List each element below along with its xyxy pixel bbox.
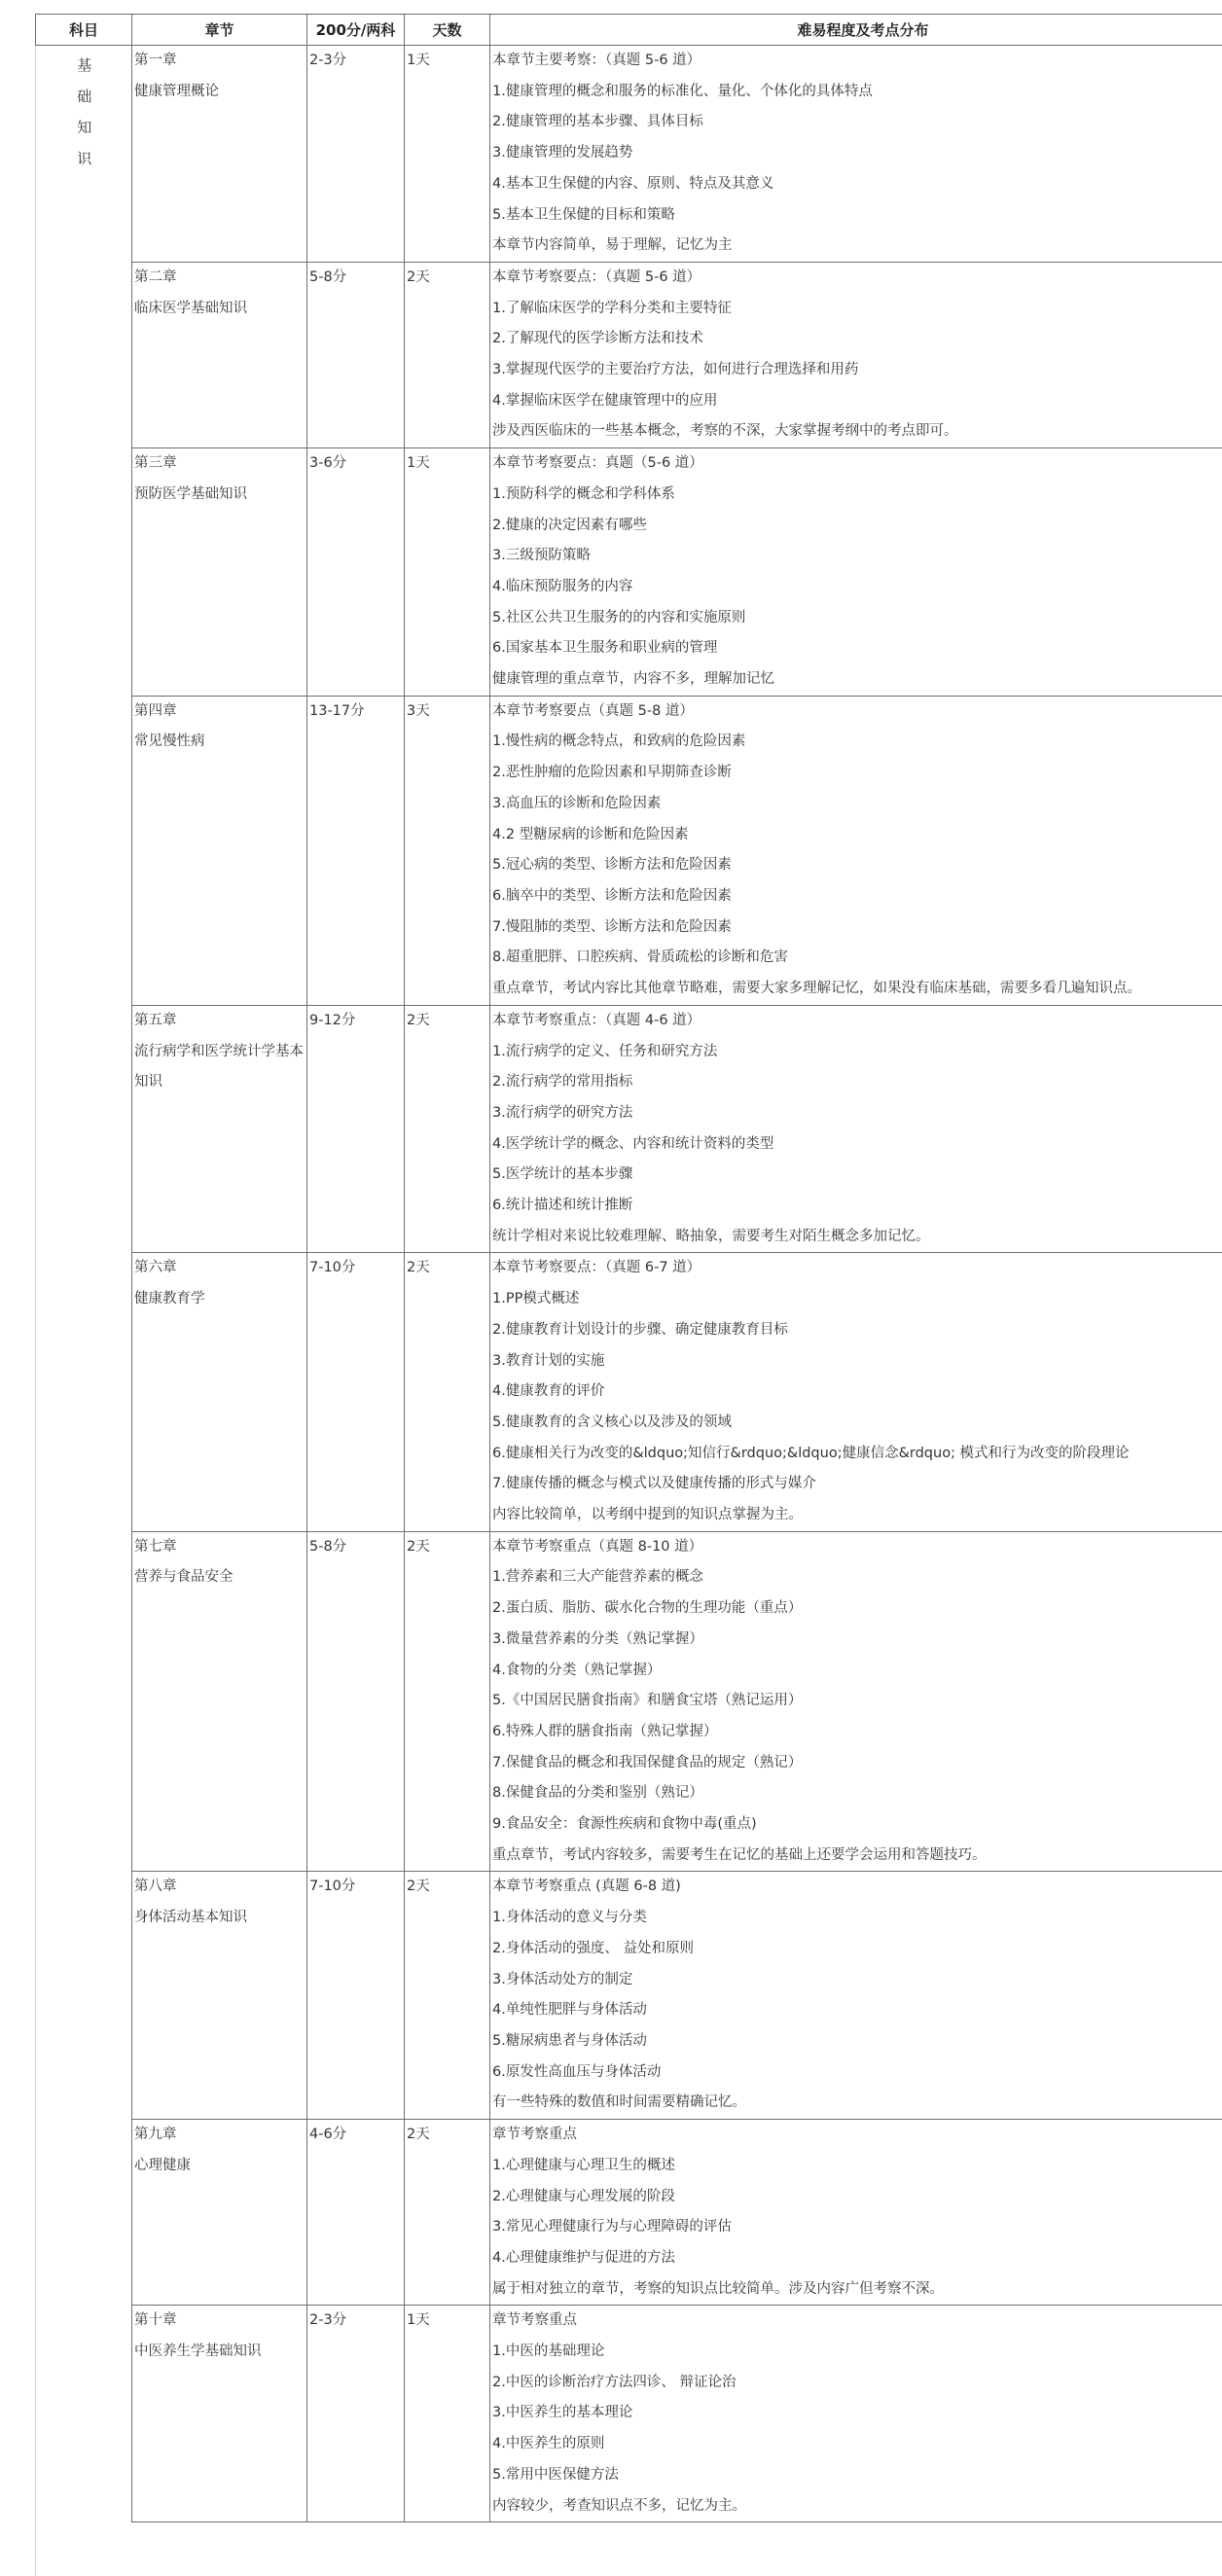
detail-line: 重点章节，考试内容比其他章节略难，需要大家多理解记忆，如果没有临床基础，需要多看几遍知识点。 [492, 981, 1141, 997]
detail-line: 1.心理健康与心理卫生的概述 [492, 2157, 675, 2173]
chapter-name: 营养与食品安全 [134, 1569, 234, 1586]
detail-line: 4.临床预防服务的内容 [492, 578, 633, 594]
detail-line: 重点章节，考试内容较多，需要考生在记忆的基础上还要学会运用和答题技巧。 [492, 1846, 987, 1863]
detail-line: 4.医学统计学的概念、内容和统计资料的类型 [492, 1135, 774, 1152]
chapter-number: 第六章 [134, 1260, 177, 1276]
detail-cell [490, 46, 1222, 263]
days-cell: 2天 [405, 1005, 490, 1253]
detail-cell [490, 2120, 1222, 2306]
detail-line: 本章节内容简单，易于理解，记忆为主 [492, 237, 733, 254]
score-cell: 5-8分 [307, 262, 405, 447]
detail-line: 5.《中国居民膳食指南》和膳食宝塔（熟记运用） [492, 1693, 803, 1709]
detail-line: 3.掌握现代医学的主要治疗方法，如何进行合理选择和用药 [492, 362, 859, 378]
detail-line: 4.2 型糖尿病的诊断和危险因素 [492, 826, 689, 842]
detail-line: 4.基本卫生保健的内容、原则、特点及其意义 [492, 175, 774, 192]
table-row [36, 448, 1222, 697]
detail-line: 3.流行病学的研究方法 [492, 1104, 633, 1121]
detail-line: 2.身体活动的强度、 益处和原则 [492, 1940, 694, 1956]
table-row [36, 1872, 1222, 2120]
days-cell: 1天 [405, 448, 490, 697]
header-score: 200分/两科 [307, 15, 405, 46]
header-days: 天数 [405, 15, 490, 46]
detail-line: 本章节考察重点 (真题 6-8 道) [492, 1878, 681, 1895]
detail-line: 9.食品安全：食源性疾病和食物中毒(重点) [492, 1816, 757, 1833]
detail-line: 3.身体活动处方的制定 [492, 1971, 633, 1987]
detail-line: 4.掌握临床医学在健康管理中的应用 [492, 392, 718, 409]
chapter-number: 第五章 [134, 1012, 177, 1028]
score-cell: 2-3分 [307, 2306, 405, 2522]
detail-line: 3.中医养生的基本理论 [492, 2405, 633, 2421]
detail-line: 本章节考察重点：（真题 4-6 道） [492, 1012, 701, 1028]
detail-line: 3.三级预防策略 [492, 548, 591, 564]
detail-cell [490, 1872, 1222, 2120]
detail-line: 4.单纯性肥胖与身体活动 [492, 2002, 647, 2019]
chapter-cell [132, 2120, 307, 2306]
chapter-cell [132, 262, 307, 447]
detail-line: 1.慢性病的概念特点，和致病的危险因素 [492, 733, 746, 750]
chapter-cell [132, 1005, 307, 1253]
detail-line: 7.保健食品的概念和我国保健食品的规定（熟记） [492, 1754, 803, 1771]
table-row [36, 2120, 1222, 2306]
detail-line: 4.心理健康维护与促进的方法 [492, 2249, 675, 2266]
detail-line: 1.预防科学的概念和学科体系 [492, 485, 675, 502]
detail-line: 5.糖尿病患者与身体活动 [492, 2033, 647, 2049]
detail-line: 本章节考察要点：真题（5-6 道） [492, 455, 703, 472]
score-cell: 7-10分 [307, 1253, 405, 1531]
table-row [36, 1531, 1222, 1872]
detail-line: 6.特殊人群的膳食指南（熟记掌握） [492, 1723, 718, 1739]
detail-line: 4.中医养生的原则 [492, 2436, 605, 2452]
chapter-number: 第四章 [134, 702, 177, 719]
detail-cell [490, 448, 1222, 697]
detail-line: 6.原发性高血压与身体活动 [492, 2063, 662, 2080]
chapter-cell [132, 1531, 307, 1872]
chapter-cell [132, 696, 307, 1005]
score-cell: 9-12分 [307, 1005, 405, 1253]
detail-line: 6.脑卒中的类型、诊断方法和危险因素 [492, 887, 732, 904]
detail-cell [490, 696, 1222, 1005]
chapter-number: 第八章 [134, 1878, 177, 1895]
days-cell: 1天 [405, 46, 490, 263]
score-cell: 5-8分 [307, 1531, 405, 1872]
detail-line: 2.蛋白质、脂肪、碳水化合物的生理功能（重点） [492, 1600, 803, 1617]
detail-cell [490, 1253, 1222, 1531]
table-row [36, 46, 1222, 263]
table-row [36, 1253, 1222, 1531]
detail-line: 5.健康教育的含义核心以及涉及的领域 [492, 1413, 732, 1430]
detail-line: 3.微量营养素的分类（熟记掌握） [492, 1630, 703, 1647]
chapter-cell [132, 1253, 307, 1531]
detail-line: 6.健康相关行为改变的&ldquo;知信行&rdquo;&ldquo;健康信念&rdquo; 模式和行为改变的阶段理论 [492, 1445, 1130, 1461]
detail-line: 2.恶性肿瘤的危险因素和早期筛查诊断 [492, 765, 732, 781]
chapter-number: 第三章 [134, 455, 177, 472]
chapter-cell [132, 2306, 307, 2522]
syllabus-table-wrapper [35, 14, 1222, 2522]
detail-line: 本章节考察要点：（真题 6-7 道） [492, 1260, 701, 1276]
detail-line: 3.常见心理健康行为与心理障碍的评估 [492, 2219, 732, 2236]
detail-line: 2.了解现代的医学诊断方法和技术 [492, 331, 703, 347]
detail-line: 5.医学统计的基本步骤 [492, 1166, 633, 1183]
detail-cell [490, 262, 1222, 447]
detail-line: 1.了解临床医学的学科分类和主要特征 [492, 300, 732, 316]
table-row [36, 2306, 1222, 2522]
detail-line: 本章节考察要点（真题 5-8 道） [492, 702, 694, 719]
days-cell: 2天 [405, 1872, 490, 2120]
table-row [36, 262, 1222, 447]
days-cell: 2天 [405, 2120, 490, 2306]
detail-cell [490, 2306, 1222, 2522]
detail-line: 涉及西医临床的一些基本概念，考察的不深，大家掌握考纲中的考点即可。 [492, 423, 958, 440]
detail-line: 1.流行病学的定义、任务和研究方法 [492, 1043, 718, 1059]
detail-line: 1.营养素和三大产能营养素的概念 [492, 1569, 703, 1586]
detail-line: 属于相对独立的章节，考察的知识点比较简单。涉及内容广但考察不深。 [492, 2280, 944, 2297]
subject-label: 基础知识 [77, 56, 92, 167]
score-cell: 4-6分 [307, 2120, 405, 2306]
chapter-name: 常见慢性病 [134, 733, 205, 750]
detail-line: 2.流行病学的常用指标 [492, 1074, 633, 1091]
table-body [36, 46, 1222, 2522]
header-row [36, 15, 1222, 46]
chapter-name: 中医养生学基础知识 [134, 2343, 262, 2360]
detail-line: 健康管理的重点章节，内容不多，理解加记忆 [492, 671, 774, 688]
days-cell: 3天 [405, 696, 490, 1005]
detail-line: 1.健康管理的概念和服务的标准化、量化、个体化的具体特点 [492, 83, 873, 99]
detail-line: 5.社区公共卫生服务的的内容和实施原则 [492, 609, 746, 626]
detail-line: 8.超重肥胖、口腔疾病、骨质疏松的诊断和危害 [492, 949, 788, 966]
days-cell: 2天 [405, 262, 490, 447]
chapter-number: 第一章 [134, 53, 177, 68]
detail-line: 4.健康教育的评价 [492, 1383, 605, 1400]
detail-line: 8.保健食品的分类和鉴别（熟记） [492, 1785, 703, 1802]
syllabus-table [35, 14, 1222, 2522]
days-cell: 1天 [405, 2306, 490, 2522]
detail-line: 本章节考察要点：（真题 5-6 道） [492, 268, 701, 285]
chapter-number: 第十章 [134, 2312, 177, 2329]
detail-line: 1.身体活动的意义与分类 [492, 1910, 647, 1926]
detail-line: 2.心理健康与心理发展的阶段 [492, 2188, 675, 2204]
detail-line: 3.健康管理的发展趋势 [492, 145, 633, 161]
detail-line: 7.健康传播的概念与模式以及健康传播的形式与媒介 [492, 1476, 816, 1492]
detail-line: 统计学相对来说比较难理解、略抽象，需要考生对陌生概念多加记忆。 [492, 1228, 930, 1244]
header-chapter: 章节 [132, 15, 307, 46]
chapter-name: 身体活动基本知识 [134, 1910, 247, 1926]
detail-line: 2.中医的诊断治疗方法四诊、 辩证论治 [492, 2374, 737, 2390]
subject-cell [36, 46, 132, 2522]
detail-line: 2.健康教育计划设计的步骤、确定健康教育目标 [492, 1321, 788, 1338]
chapter-cell [132, 448, 307, 697]
chapter-number: 第九章 [134, 2127, 177, 2143]
detail-line: 6.统计描述和统计推断 [492, 1198, 633, 1214]
score-cell: 7-10分 [307, 1872, 405, 2120]
detail-line: 1.中医的基础理论 [492, 2343, 605, 2360]
chapter-cell [132, 46, 307, 263]
chapter-name: 健康教育学 [134, 1291, 205, 1307]
detail-line: 2.健康的决定因素有哪些 [492, 517, 647, 533]
detail-line: 7.慢阻肺的类型、诊断方法和危险因素 [492, 918, 732, 935]
days-cell: 2天 [405, 1531, 490, 1872]
detail-line: 6.国家基本卫生服务和职业病的管理 [492, 640, 718, 657]
days-cell: 2天 [405, 1253, 490, 1531]
detail-cell [490, 1005, 1222, 1253]
chapter-name: 心理健康 [134, 2157, 191, 2173]
detail-line: 有一些特殊的数值和时间需要精确记忆。 [492, 2094, 746, 2111]
detail-line: 章节考察重点 [492, 2127, 577, 2143]
detail-line: 本章节主要考察：（真题 5-6 道） [492, 53, 701, 68]
chapter-name: 流行病学和医学统计学基本知识 [134, 1043, 304, 1091]
chapter-name: 临床医学基础知识 [134, 300, 247, 316]
chapter-number: 第七章 [134, 1538, 177, 1555]
detail-line: 3.教育计划的实施 [492, 1352, 605, 1369]
score-cell: 3-6分 [307, 448, 405, 697]
table-row [36, 1005, 1222, 1253]
detail-line: 3.高血压的诊断和危险因素 [492, 795, 662, 811]
detail-line: 4.食物的分类（熟记掌握） [492, 1662, 662, 1678]
detail-line: 章节考察重点 [492, 2312, 577, 2329]
chapter-name: 健康管理概论 [134, 83, 219, 99]
score-cell: 13-17分 [307, 696, 405, 1005]
chapter-cell [132, 1872, 307, 2120]
detail-line: 5.基本卫生保健的目标和策略 [492, 206, 675, 223]
table-row [36, 696, 1222, 1005]
detail-line: 2.健康管理的基本步骤、具体目标 [492, 114, 703, 130]
chapter-number: 第二章 [134, 268, 177, 285]
header-difficulty: 难易程度及考点分布 [490, 15, 1222, 46]
detail-line: 本章节考察重点（真题 8-10 道） [492, 1538, 703, 1555]
detail-line: 5.常用中医保健方法 [492, 2466, 619, 2483]
detail-line: 内容较少，考查知识点不多，记忆为主。 [492, 2497, 746, 2514]
detail-line: 内容比较简单，以考纲中提到的知识点掌握为主。 [492, 1507, 803, 1523]
chapter-name: 预防医学基础知识 [134, 485, 247, 502]
detail-cell [490, 1531, 1222, 1872]
header-subject: 科目 [36, 15, 132, 46]
score-cell: 2-3分 [307, 46, 405, 263]
detail-line: 5.冠心病的类型、诊断方法和危险因素 [492, 857, 732, 874]
detail-line: 1.PP模式概述 [492, 1291, 580, 1307]
